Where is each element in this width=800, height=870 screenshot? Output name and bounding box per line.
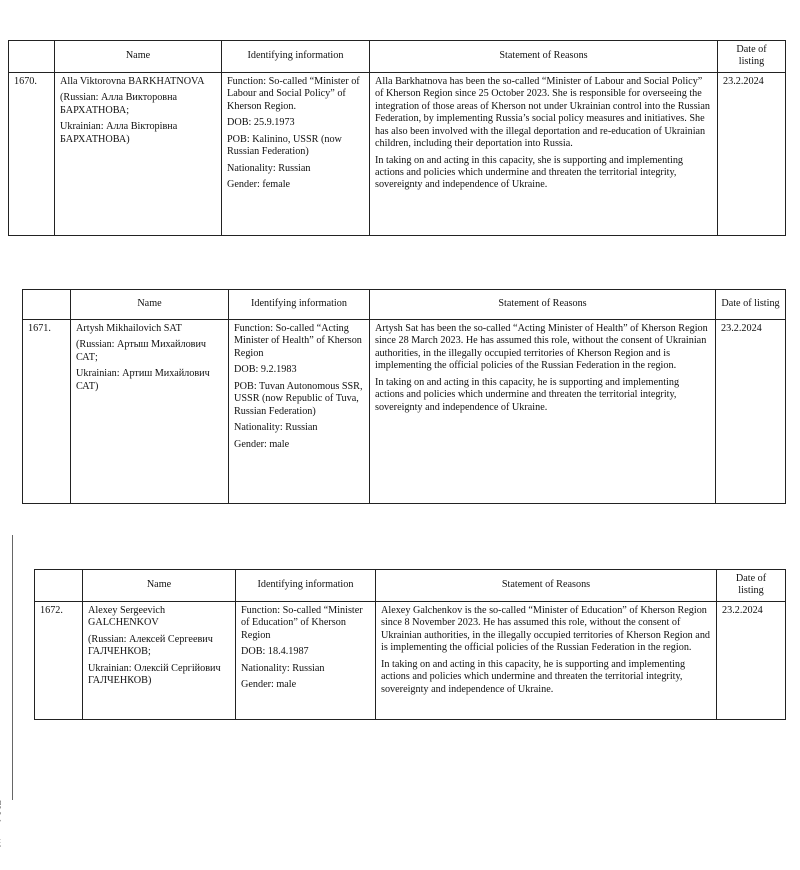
entry-number: 1671. [23,320,71,504]
gender-text: Gender: male [241,679,297,691]
gender-text: Gender: female [227,178,291,190]
header-number [23,290,71,320]
header-date: Date of listing [716,290,786,320]
name-russian: (Russian: Алла Викторовна БАРХАТНОВА; [60,92,178,116]
name-ukrainian: Ukrainian: Артиш Михайлович САТ) [76,368,210,392]
header-reasons: Statement of Reasons [376,570,717,602]
dob-text: DOB: 9.2.1983 [234,364,297,376]
gender-text: Gender: male [234,438,290,450]
header-name: Name [71,290,229,320]
reasons-cell [370,320,716,504]
listing-date: 23.2.2024 [718,72,786,235]
name-cell [55,72,222,235]
header-reasons: Statement of Reasons [370,41,718,73]
dob-text: DOB: 18.4.1987 [241,646,309,658]
dob-text: DOB: 25.9.1973 [227,117,295,129]
name-russian: (Russian: Артыш Михайлович САТ; [76,339,207,363]
reason-paragraph: In taking on and acting in this capacity, she is supporting and implementing actions and policies which undermine and threaten the territorial integrity, sovereignty and independence of Ukraine. [375,154,684,191]
function-text: Function: So-called “Minister of Education” of Kherson Region [241,604,363,641]
table-row [9,72,786,235]
header-row [9,41,786,73]
sanctions-table-1671 [22,289,786,504]
entry-number: 1672. [35,601,83,719]
header-identifying: Identifying information [222,41,370,73]
sanctions-table-1672 [34,569,786,720]
name-russian: (Russian: Алексей Сергеевич ГАЛЧЕНКОВ; [88,633,213,658]
name-main: Alla Viktorovna BARKHATNOVA [60,75,205,87]
header-date: Date of listing [717,570,786,602]
listing-date: 23.2.2024 [716,320,786,504]
reasons-cell [376,601,717,719]
nationality-text: Nationality: Russian [234,422,318,434]
name-main: Artysh Mikhailovich SAT [76,323,182,334]
identifying-cell [222,72,370,235]
reason-paragraph: Artysh Sat has been the so-called “Acting Minister of Health” of Kherson Region since 28 March 2023. He has assumed this role, without the consent of Ukrainian authorities, in the illegally occupied territories of Kherson Region and is implementing the official policies of the Russian Federation in the region. [375,323,708,372]
name-ukrainian: Ukrainian: Олексій Сергійович ГАЛЧЕНКОВ) [88,662,221,687]
function-text: Function: So-called “Acting Minister of Health” of Kherson Region [234,323,362,359]
identifying-cell [236,601,376,719]
name-cell [71,320,229,504]
reason-paragraph: In taking on and acting in this capacity, he is supporting and implementing actions and policies which undermine and threaten the territorial integrity, sovereignty and independence of Ukraine. [381,658,686,695]
reasons-cell [370,72,718,235]
nationality-text: Nationality: Russian [227,162,311,174]
header-identifying: Identifying information [229,290,370,320]
reason-paragraph: Alexey Galchenkov is the so-called “Minister of Education” of Kherson Region since 8 November 2023. He has assumed this role, without the consent of Ukrainian authorities, in the illegally occupied territories of Kherson Region and is implementing the official policies of the Russian Federation in the region. [381,604,711,654]
reason-paragraph: Alla Barkhatnova has been the so-called “Minister of Labour and Social Policy” of Kherson Region since 25 October 2023. She is responsible for overseeing the integration of those areas of Kherson not under Ukrainian control into the Russian Federation, by implementing Russia’s social policy measures and initiatives. She has also been involved with the illegal deportation and re-education of Ukrainian children, including their deportation into Russia. [375,75,710,150]
listing-date: 23.2.2024 [717,601,786,719]
table-row [23,320,786,504]
name-main: Alexey Sergeevich GALCHENKOV [88,604,166,629]
header-identifying: Identifying information [236,570,376,602]
header-name: Name [55,41,222,73]
header-row [23,290,786,320]
name-cell [83,601,236,719]
entry-number: 1670. [9,72,55,235]
margin-eli-link[interactable] [0,800,1,870]
table-row [35,601,786,719]
header-row [35,570,786,602]
header-number [35,570,83,602]
function-text: Function: So-called “Minister of Labour and Social Policy” of Kherson Region. [227,75,360,112]
margin-rule [12,535,13,800]
pob-text: POB: Tuvan Autonomous SSR, USSR (now Republic of Tuva, Russian Federation) [234,380,363,417]
name-ukrainian: Ukrainian: Алла Вікторівна БАРХАТНОВА) [60,121,178,145]
nationality-text: Nationality: Russian [241,662,325,674]
header-name: Name [83,570,236,602]
identifying-cell [229,320,370,504]
pob-text: POB: Kalinino, USSR (now Russian Federation) [227,133,342,158]
header-reasons: Statement of Reasons [370,290,716,320]
header-number [9,41,55,73]
sanctions-table-1670 [8,40,786,236]
header-date: Date of listing [718,41,786,73]
reason-paragraph: In taking on and acting in this capacity, he is supporting and implementing actions and policies which undermine and threaten the territorial integrity, sovereignty and independence of Ukraine. [375,376,680,413]
